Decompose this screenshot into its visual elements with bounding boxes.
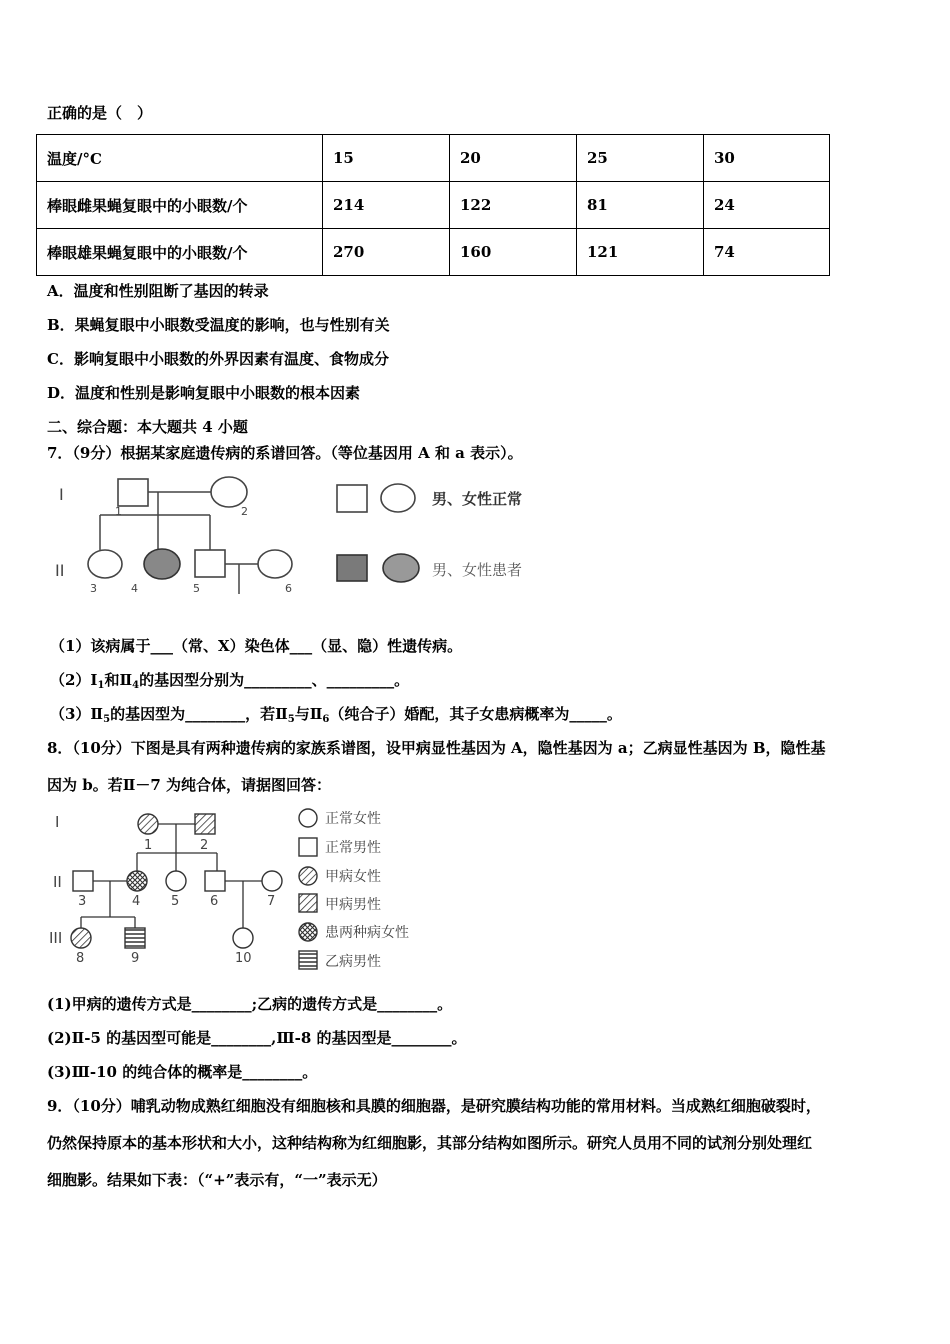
pedigree-female-normal: [233, 928, 253, 948]
individual-label: 8: [76, 951, 85, 966]
q7-sub2: $(2)Ⅰ_1$和$Ⅱ_4$的基因型分别为_________、_________。: [50, 671, 410, 691]
legend-label: 乙病男性: [325, 954, 381, 970]
legend-disease-a-male: [299, 894, 317, 912]
q7-sub1: （1）该病属于___（常、X）染色体___（显、隐）性遗传病。: [50, 637, 463, 655]
table-cell: 温度/°C: [37, 135, 323, 182]
individual-label: 6: [285, 582, 292, 595]
individual-label: 5: [193, 582, 200, 595]
individual-label: 10: [235, 951, 252, 966]
generation-label-I: I: [59, 485, 64, 504]
table-cell: 160: [450, 229, 577, 276]
table-cell: 15: [323, 135, 450, 182]
table-cell: 74: [704, 229, 830, 276]
generation-label-II: II: [53, 873, 62, 891]
legend-label: 甲病女性: [325, 869, 381, 885]
q8-pedigree-figure: [45, 805, 445, 977]
generation-label-I: I: [55, 813, 60, 831]
pedigree-female-normal: [211, 477, 247, 507]
q6-option-a: A．温度和性别阻断了基因的转录: [47, 282, 269, 300]
legend-label: 正常女性: [325, 811, 381, 827]
individual-label: 1: [144, 838, 153, 853]
q6-option-d: D．温度和性别是影响复眼中小眼数的根本因素: [47, 384, 361, 402]
pedigree-female-normal: [88, 550, 122, 578]
legend-female-affected: [383, 554, 419, 582]
table-cell: 270: [323, 229, 450, 276]
pedigree-female-both-diseases: [127, 871, 147, 891]
pedigree-female-disease-a: [138, 814, 158, 834]
table-cell: 棒眼雌果蝇复眼中的小眼数/个: [37, 182, 323, 229]
legend-label: 正常男性: [325, 840, 381, 856]
q7-sub3: $(3)Ⅱ_5$的基因型为________，若$Ⅱ_5$与$Ⅱ_6$（纯合子）婚配，其子女患病概率为_____。: [50, 705, 622, 725]
pedigree-female-disease-a: [71, 928, 91, 948]
table-cell: 121: [577, 229, 704, 276]
legend-male-affected: [337, 555, 367, 581]
q7-stem: 7．（9分）根据某家庭遗传病的系谱回答。（等位基因用 A 和 a 表示）。: [47, 444, 523, 462]
q9-line2: 仍然保持原本的基本形状和大小，这种结构称为红细胞影，其部分结构如图所示。研究人员用不同的试剂分别处理红: [47, 1134, 813, 1152]
table-cell: 棒眼雄果蝇复眼中的小眼数/个: [37, 229, 323, 276]
table-cell: 30: [704, 135, 830, 182]
q9-line3: 细胞影。结果如下表：（“+”表示有，“一”表示无）: [47, 1171, 387, 1189]
table-cell: 25: [577, 135, 704, 182]
individual-label: 4: [131, 582, 138, 595]
table-row: [37, 182, 830, 229]
individual-label: 6: [210, 894, 219, 909]
legend-normal-label: 男、女性正常: [432, 490, 523, 508]
pedigree-female-normal: [258, 550, 292, 578]
q8-sub2: (2)Ⅱ-5 的基因型可能是________,Ⅲ-8 的基因型是________。: [47, 1029, 467, 1047]
individual-label: 9: [131, 951, 140, 966]
pedigree-female-normal: [262, 871, 282, 891]
pedigree-female-affected: [144, 549, 180, 579]
q9-line1: 9．（10分）哺乳动物成熟红细胞没有细胞核和具膜的细胞器，是研究膜结构功能的常用材料。当成熟红细胞破裂时，: [47, 1097, 821, 1115]
legend-label: 甲病男性: [325, 897, 381, 913]
legend-affected-label: 男、女性患者: [432, 561, 523, 579]
q6-option-c: C．影响复眼中小眼数的外界因素有温度、食物成分: [47, 350, 389, 368]
legend-both-diseases-female: [299, 923, 317, 941]
individual-label: 4: [132, 894, 141, 909]
legend-label: 患两种病女性: [325, 925, 409, 941]
individual-label: 3: [78, 894, 87, 909]
legend-male-normal: [337, 485, 367, 512]
pedigree-male-normal: [118, 479, 148, 506]
table-cell: 81: [577, 182, 704, 229]
pedigree-male-disease-a: [195, 814, 215, 834]
q8-stem-line2: 因为 b。若Ⅱ－7 为纯合体，请据图回答：: [47, 776, 332, 794]
q7-pedigree-figure: [45, 470, 565, 600]
legend-female-normal: [381, 484, 415, 512]
table-cell: 214: [323, 182, 450, 229]
individual-label: 2: [241, 505, 248, 518]
individual-label: 5: [171, 894, 180, 909]
section-heading: 二、综合题：本大题共 4 小题: [47, 418, 248, 436]
generation-label-II: II: [55, 561, 65, 580]
q8-stem-line1: 8．（10分）下图是具有两种遗传病的家族系谱图，设甲病显性基因为 A，隐性基因为 a；乙病显性基因为 B，隐性基: [47, 739, 826, 757]
q6-stem-end: 正确的是（ ）: [47, 104, 153, 122]
table-cell: 20: [450, 135, 577, 182]
individual-label: 7: [267, 894, 276, 909]
q6-data-table: [36, 134, 830, 276]
individual-label: 3: [90, 582, 97, 595]
legend-disease-a-female: [299, 867, 317, 885]
pedigree-male-disease-b: [125, 928, 145, 948]
table-header-row: [37, 135, 830, 182]
table-cell: 24: [704, 182, 830, 229]
pedigree-female-normal: [166, 871, 186, 891]
table-cell: 122: [450, 182, 577, 229]
legend-disease-b-male: [299, 951, 317, 969]
q8-sub3: (3)Ⅲ-10 的纯合体的概率是________。: [47, 1063, 318, 1081]
generation-label-III: III: [49, 929, 63, 947]
legend-normal-male: [299, 838, 317, 856]
pedigree-male-normal: [205, 871, 225, 891]
table-row: [37, 229, 830, 276]
individual-label: 2: [200, 838, 209, 853]
q6-option-b: B．果蝇复眼中小眼数受温度的影响，也与性别有关: [47, 316, 390, 334]
legend-normal-female: [299, 809, 317, 827]
individual-label: 1: [115, 505, 122, 518]
pedigree-male-normal: [195, 550, 225, 577]
pedigree-male-normal: [73, 871, 93, 891]
q8-sub1: (1)甲病的遗传方式是________;乙病的遗传方式是________。: [47, 995, 453, 1013]
